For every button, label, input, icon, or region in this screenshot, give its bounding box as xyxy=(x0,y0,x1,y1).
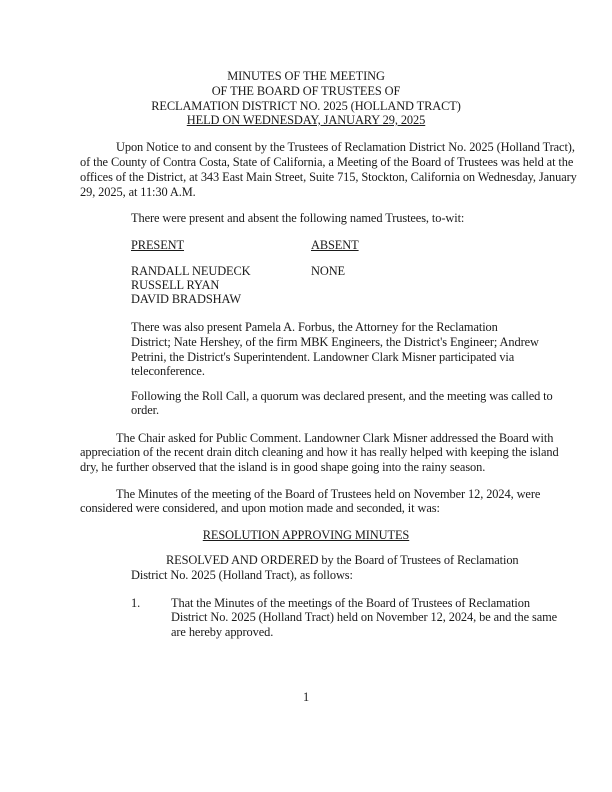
title-line-2: OF THE BOARD OF TRUSTEES OF xyxy=(211,84,401,98)
attendance-intro: There were present and absent the following named Trustees, to-wit: xyxy=(131,211,465,225)
roll-call-line-2: order. xyxy=(131,403,159,417)
item-line-2: District No. 2025 (Holland Tract) held on November 12, 2024, be and the same xyxy=(171,610,558,624)
absent-header: ABSENT xyxy=(311,238,359,252)
public-comment-line-1: The Chair asked for Public Comment. Landowner Clark Misner addressed the Board with xyxy=(116,431,554,445)
public-comment-line-2: appreciation of the recent drain ditch cleaning and how it has really helped with keeping the island xyxy=(80,445,559,459)
title-line-3: RECLAMATION DISTRICT NO. 2025 (HOLLAND TRACT) xyxy=(151,99,461,113)
intro-line-2: of the County of Contra Costa, State of California, a Meeting of the Board of Trustees was held at the xyxy=(80,155,574,169)
intro-line-1: Upon Notice to and consent by the Trustees of Reclamation District No. 2025 (Holland Tract), xyxy=(116,140,575,154)
present-trustee: RUSSELL RYAN xyxy=(131,278,220,292)
present-trustee: DAVID BRADSHAW xyxy=(131,292,241,306)
roll-call-line-1: Following the Roll Call, a quorum was declared present, and the meeting was called to xyxy=(131,389,553,403)
item-number: 1. xyxy=(131,596,141,610)
absent-trustee: NONE xyxy=(311,264,346,278)
resolved-line-1: RESOLVED AND ORDERED by the Board of Trustees of Reclamation xyxy=(166,553,519,567)
title-line-4: HELD ON WEDNESDAY, JANUARY 29, 2025 xyxy=(186,113,426,127)
minutes-line-1: The Minutes of the meeting of the Board of Trustees held on November 12, 2024, were xyxy=(116,487,541,501)
present-trustee: RANDALL NEUDECK xyxy=(131,264,251,278)
also-present-line-2: District; Nate Hershey, of the firm MBK Engineers, the District's Engineer; Andrew xyxy=(131,335,539,349)
also-present-line-4: teleconference. xyxy=(131,364,205,378)
present-header: PRESENT xyxy=(131,238,185,252)
intro-line-3: offices of the District, at 343 East Main Street, Suite 715, Stockton, California on Wednesday, January xyxy=(80,170,577,184)
item-line-3: are hereby approved. xyxy=(171,625,274,639)
page-number: 1 xyxy=(302,690,310,704)
also-present-line-1: There was also present Pamela A. Forbus, the Attorney for the Reclamation xyxy=(131,320,498,334)
minutes-line-2: considered were considered, and upon motion made and seconded, it was: xyxy=(80,501,440,515)
item-line-1: That the Minutes of the meetings of the Board of Trustees of Reclamation xyxy=(171,596,530,610)
title-line-1: MINUTES OF THE MEETING xyxy=(227,69,385,83)
resolution-heading: RESOLUTION APPROVING MINUTES xyxy=(202,528,410,542)
intro-line-4: 29, 2025, at 11:30 A.M. xyxy=(80,185,196,199)
public-comment-line-3: dry, he further observed that the island is in good shape going into the rainy season. xyxy=(80,460,486,474)
resolved-line-2: District No. 2025 (Holland Tract), as follows: xyxy=(131,568,353,582)
also-present-line-3: Petrini, the District's Superintendent. Landowner Clark Misner participated via xyxy=(131,350,515,364)
